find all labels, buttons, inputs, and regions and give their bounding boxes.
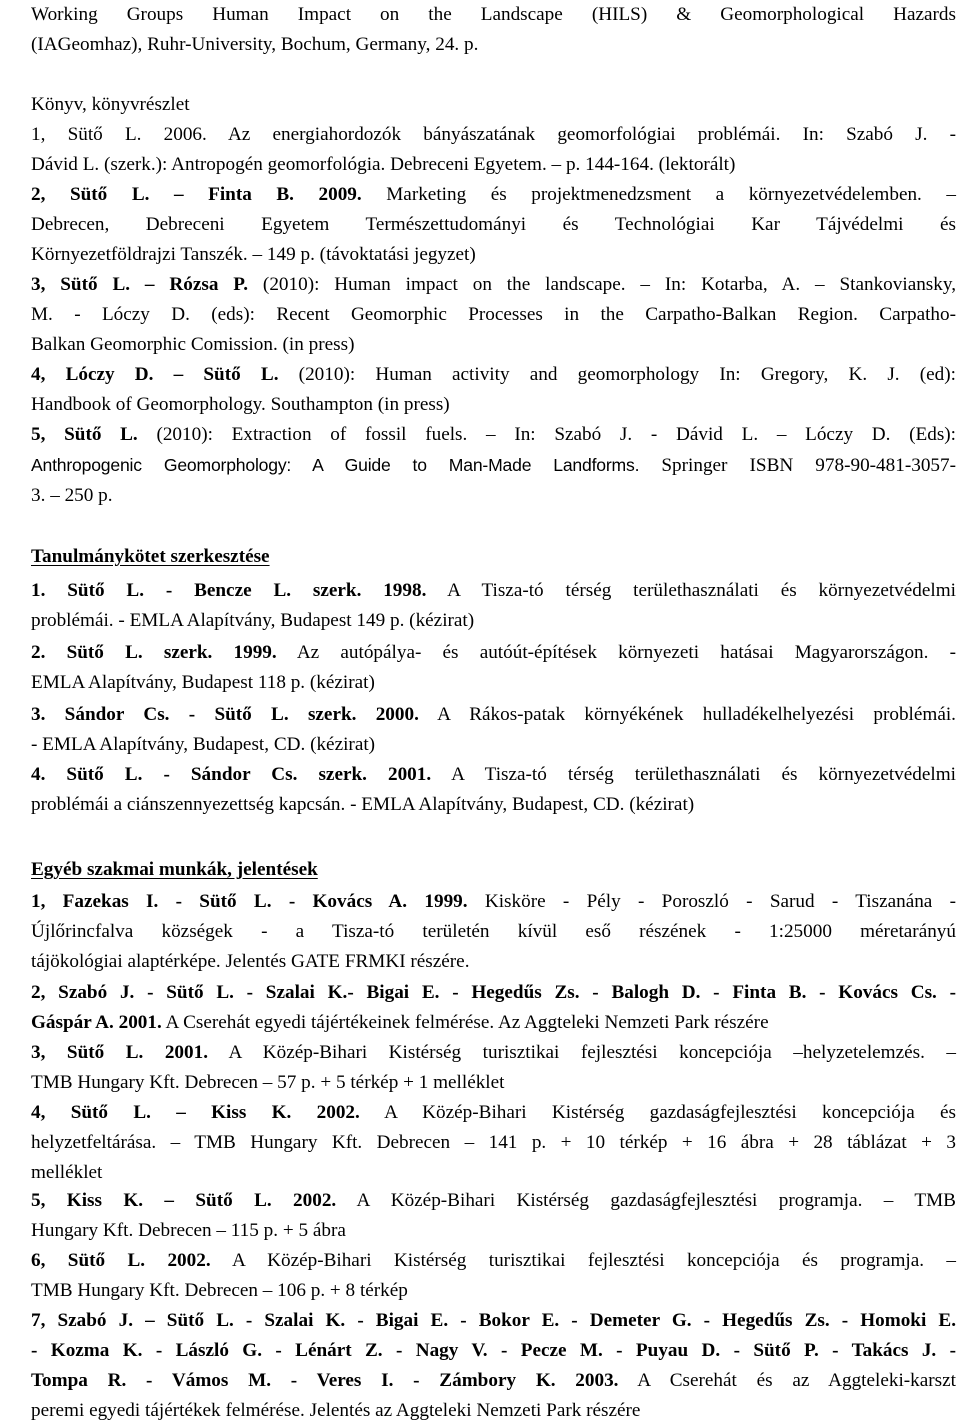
text-line: Handbook of Geomorphology. Southampton (in press) [31,394,450,415]
entry-title: Kisköre - Pély - Poroszló - Sarud - Tiszanána - [467,891,957,912]
text-line [31,180,956,210]
section-heading-edited-volumes: Tanulmánykötet szerkesztése [31,546,270,567]
book-entry-3 [31,270,956,360]
other-entry-6 [31,1246,956,1306]
text-line [31,1366,956,1396]
text-line [31,887,956,917]
entry-title: (2010): Human impact on the landscape. – In: Kotarba, A. – Stankoviansky, [248,274,957,295]
other-entry-1 [31,887,956,977]
text-line: TMB Hungary Kft. Debrecen – 57 p. + 5 térkép + 1 melléklet [31,1072,505,1093]
text-line: problémái. - EMLA Alapítvány, Budapest 149 p. (kézirat) [31,610,475,631]
text-line: helyzetfeltárása. – TMB Hungary Kft. Debrecen – 141 p. + 10 térkép + 16 ábra + 28 táblázat + 3 [31,1132,956,1153]
publisher-info: Springer ISBN 978-90-481-3057- [639,455,956,476]
edited-entry-3 [31,700,956,760]
text-line: melléklet [31,1162,103,1183]
other-entry-3 [31,1038,956,1098]
text-line [31,760,956,790]
edited-entry-2 [31,638,956,698]
other-entry-2 [31,978,956,1038]
entry-authors: 5, Sütő L. [31,424,138,445]
book-entry-1 [31,120,956,180]
text-line: Dávid L. (szerk.): Antropogén geomorfológia. Debreceni Egyetem. – p. 144-164. (lektorált) [31,154,736,175]
entry-authors: 2, Szabó J. - Sütő L. - Szalai K.- Bigai E. - Hegedűs Zs. - Balogh D. - Finta B. - Kovács Cs. - [31,982,956,1003]
entry-authors: Gáspár A. 2001. [31,1012,162,1033]
text-line: TMB Hungary Kft. Debrecen – 106 p. + 8 térkép [31,1280,408,1301]
entry-authors: Tompa R. - Vámos M. - Veres I. - Zámbory K. 2003. [31,1370,619,1391]
text-line: Újlőrincfalva községek - a Tisza-tó területén kívül eső részének - 1:25000 méretarányú [31,921,956,942]
text-line [31,1246,956,1276]
entry-title: A Közép-Bihari Kistérség turisztikai fejlesztési koncepciója –helyzetelemzés. – [208,1042,956,1063]
section-books [31,90,956,120]
entry-title: A Közép-Bihari Kistérség gazdaságfejlesztési programja. – TMB [336,1190,956,1211]
entry-title: A Rákos-patak környékének hulladékelhelyezési problémái. [418,704,956,725]
entry-authors: 1. Sütő L. - Bencze L. szerk. 1998. [31,580,427,601]
book-title: Anthropogenic Geomorphology: A Guide to Man-Made Landforms. [31,455,640,475]
entry-authors: 1, Fazekas I. - Sütő L. - Kovács A. 1999. [31,891,468,912]
text-line [31,1038,956,1068]
entry-authors: 5, Kiss K. – Sütő L. 2002. [31,1190,337,1211]
entry-authors: 3, Sütő L. – Rózsa P. [31,274,249,295]
other-entry-4 [31,1098,956,1188]
text-line: 1, Sütő L. 2006. Az energiahordozók bányászatának geomorfológiai problémái. In: Szabó J. - [31,124,956,145]
text-line [31,450,956,481]
entry-authors: - Kozma K. - László G. - Lénárt Z. - Nagy V. - Pecze M. - Puyau D. - Sütő P. - Takács J. - [31,1340,956,1361]
text-line [31,1186,956,1216]
entry-title: A Tisza-tó térség területhasználati és környezetvédelmi [426,580,956,601]
text-line [31,1098,956,1128]
text-line [31,700,956,730]
text-line [31,270,956,300]
entry-authors: 3, Sütő L. 2001. [31,1042,208,1063]
entry-authors: 2, Sütő L. – Finta B. 2009. [31,184,362,205]
text-line [31,638,956,668]
entry-authors: 4, Lóczy D. – Sütő L. [31,364,279,385]
edited-entry-4 [31,760,956,820]
entry-authors: 7, Szabó J. – Sütő L. - Szalai K. - Bigai E. - Bokor E. - Demeter G. - Hegedűs Zs. - Homoki E. [31,1310,956,1331]
book-entry-5 [31,420,956,511]
other-entry-5 [31,1186,956,1246]
entry-title: A Tisza-tó térség területhasználati és környezetvédelmi [431,764,956,785]
text-line: Környezetföldrajzi Tanszék. – 149 p. (távoktatási jegyzet) [31,244,476,265]
section-heading-books: Könyv, könyvrészlet [31,94,190,115]
text-line: M. - Lóczy D. (eds): Recent Geomorphic Processes in the Carpatho-Balkan Region. Carpatho- [31,304,956,325]
previous-entry-continuation [31,0,956,60]
entry-title: Marketing és projektmenedzsment a környezetvédelemben. – [361,184,956,205]
text-line: Hungary Kft. Debrecen – 115 p. + 5 ábra [31,1220,346,1241]
entry-authors: 4. Sütő L. - Sándor Cs. szerk. 2001. [31,764,432,785]
entry-authors: 3. Sándor Cs. - Sütő L. szerk. 2000. [31,704,419,725]
entry-authors: 4, Sütő L. – Kiss K. 2002. [31,1102,360,1123]
text-line [31,360,956,390]
entry-title: (2010): Human activity and geomorphology In: Gregory, K. J. (ed): [278,364,956,385]
text-line: Balkan Geomorphic Comission. (in press) [31,334,355,355]
section-other-works [31,855,956,885]
text-line [31,1008,956,1038]
entry-title: A Cserehát egyedi tájértékeinek felmérése. Az Aggteleki Nemzeti Park részére [161,1012,769,1033]
entry-authors: 2. Sütő L. szerk. 1999. [31,642,277,663]
other-entry-7 [31,1306,956,1426]
text-line: - EMLA Alapítvány, Budapest, CD. (kézirat) [31,734,376,755]
text-line: (IAGeomhaz), Ruhr-University, Bochum, Germany, 24. p. [31,34,479,55]
text-line [31,420,956,450]
entry-title: A Közép-Bihari Kistérség gazdaságfejlesztési koncepciója és [359,1102,956,1123]
entry-title: A Cserehát és az Aggteleki-karszt [618,1370,956,1391]
text-line: Debrecen, Debreceni Egyetem Természettudományi és Technológiai Kar Tájvédelmi és [31,214,956,235]
book-entry-4 [31,360,956,420]
text-line: peremi egyedi tájértékek felmérése. Jelentés az Aggteleki Nemzeti Park részére [31,1400,641,1421]
entry-title: A Közép-Bihari Kistérség turisztikai fejlesztési koncepciója és programja. – [210,1250,957,1271]
entry-title: Az autópálya- és autóút-építések környezeti hatásai Magyarországon. - [276,642,957,663]
entry-title: (2010): Extraction of fossil fuels. – In: Szabó J. - Dávid L. – Lóczy D. (Eds): [137,424,957,445]
text-line: Working Groups Human Impact on the Landscape (HILS) & Geomorphological Hazards [31,4,956,25]
book-entry-2 [31,180,956,270]
text-line: tájökológiai alaptérképe. Jelentés GATE FRMKI részére. [31,951,470,972]
section-heading-other-works: Egyéb szakmai munkák, jelentések [31,859,318,880]
section-edited-volumes [31,542,956,572]
text-line: problémái a ciánszennyezettség kapcsán. - EMLA Alapítvány, Budapest, CD. (kézirat) [31,794,695,815]
text-line: EMLA Alapítvány, Budapest 118 p. (kézirat) [31,672,375,693]
text-line [31,576,956,606]
text-line: 3. – 250 p. [31,485,113,506]
entry-authors: 6, Sütő L. 2002. [31,1250,211,1271]
edited-entry-1 [31,576,956,636]
